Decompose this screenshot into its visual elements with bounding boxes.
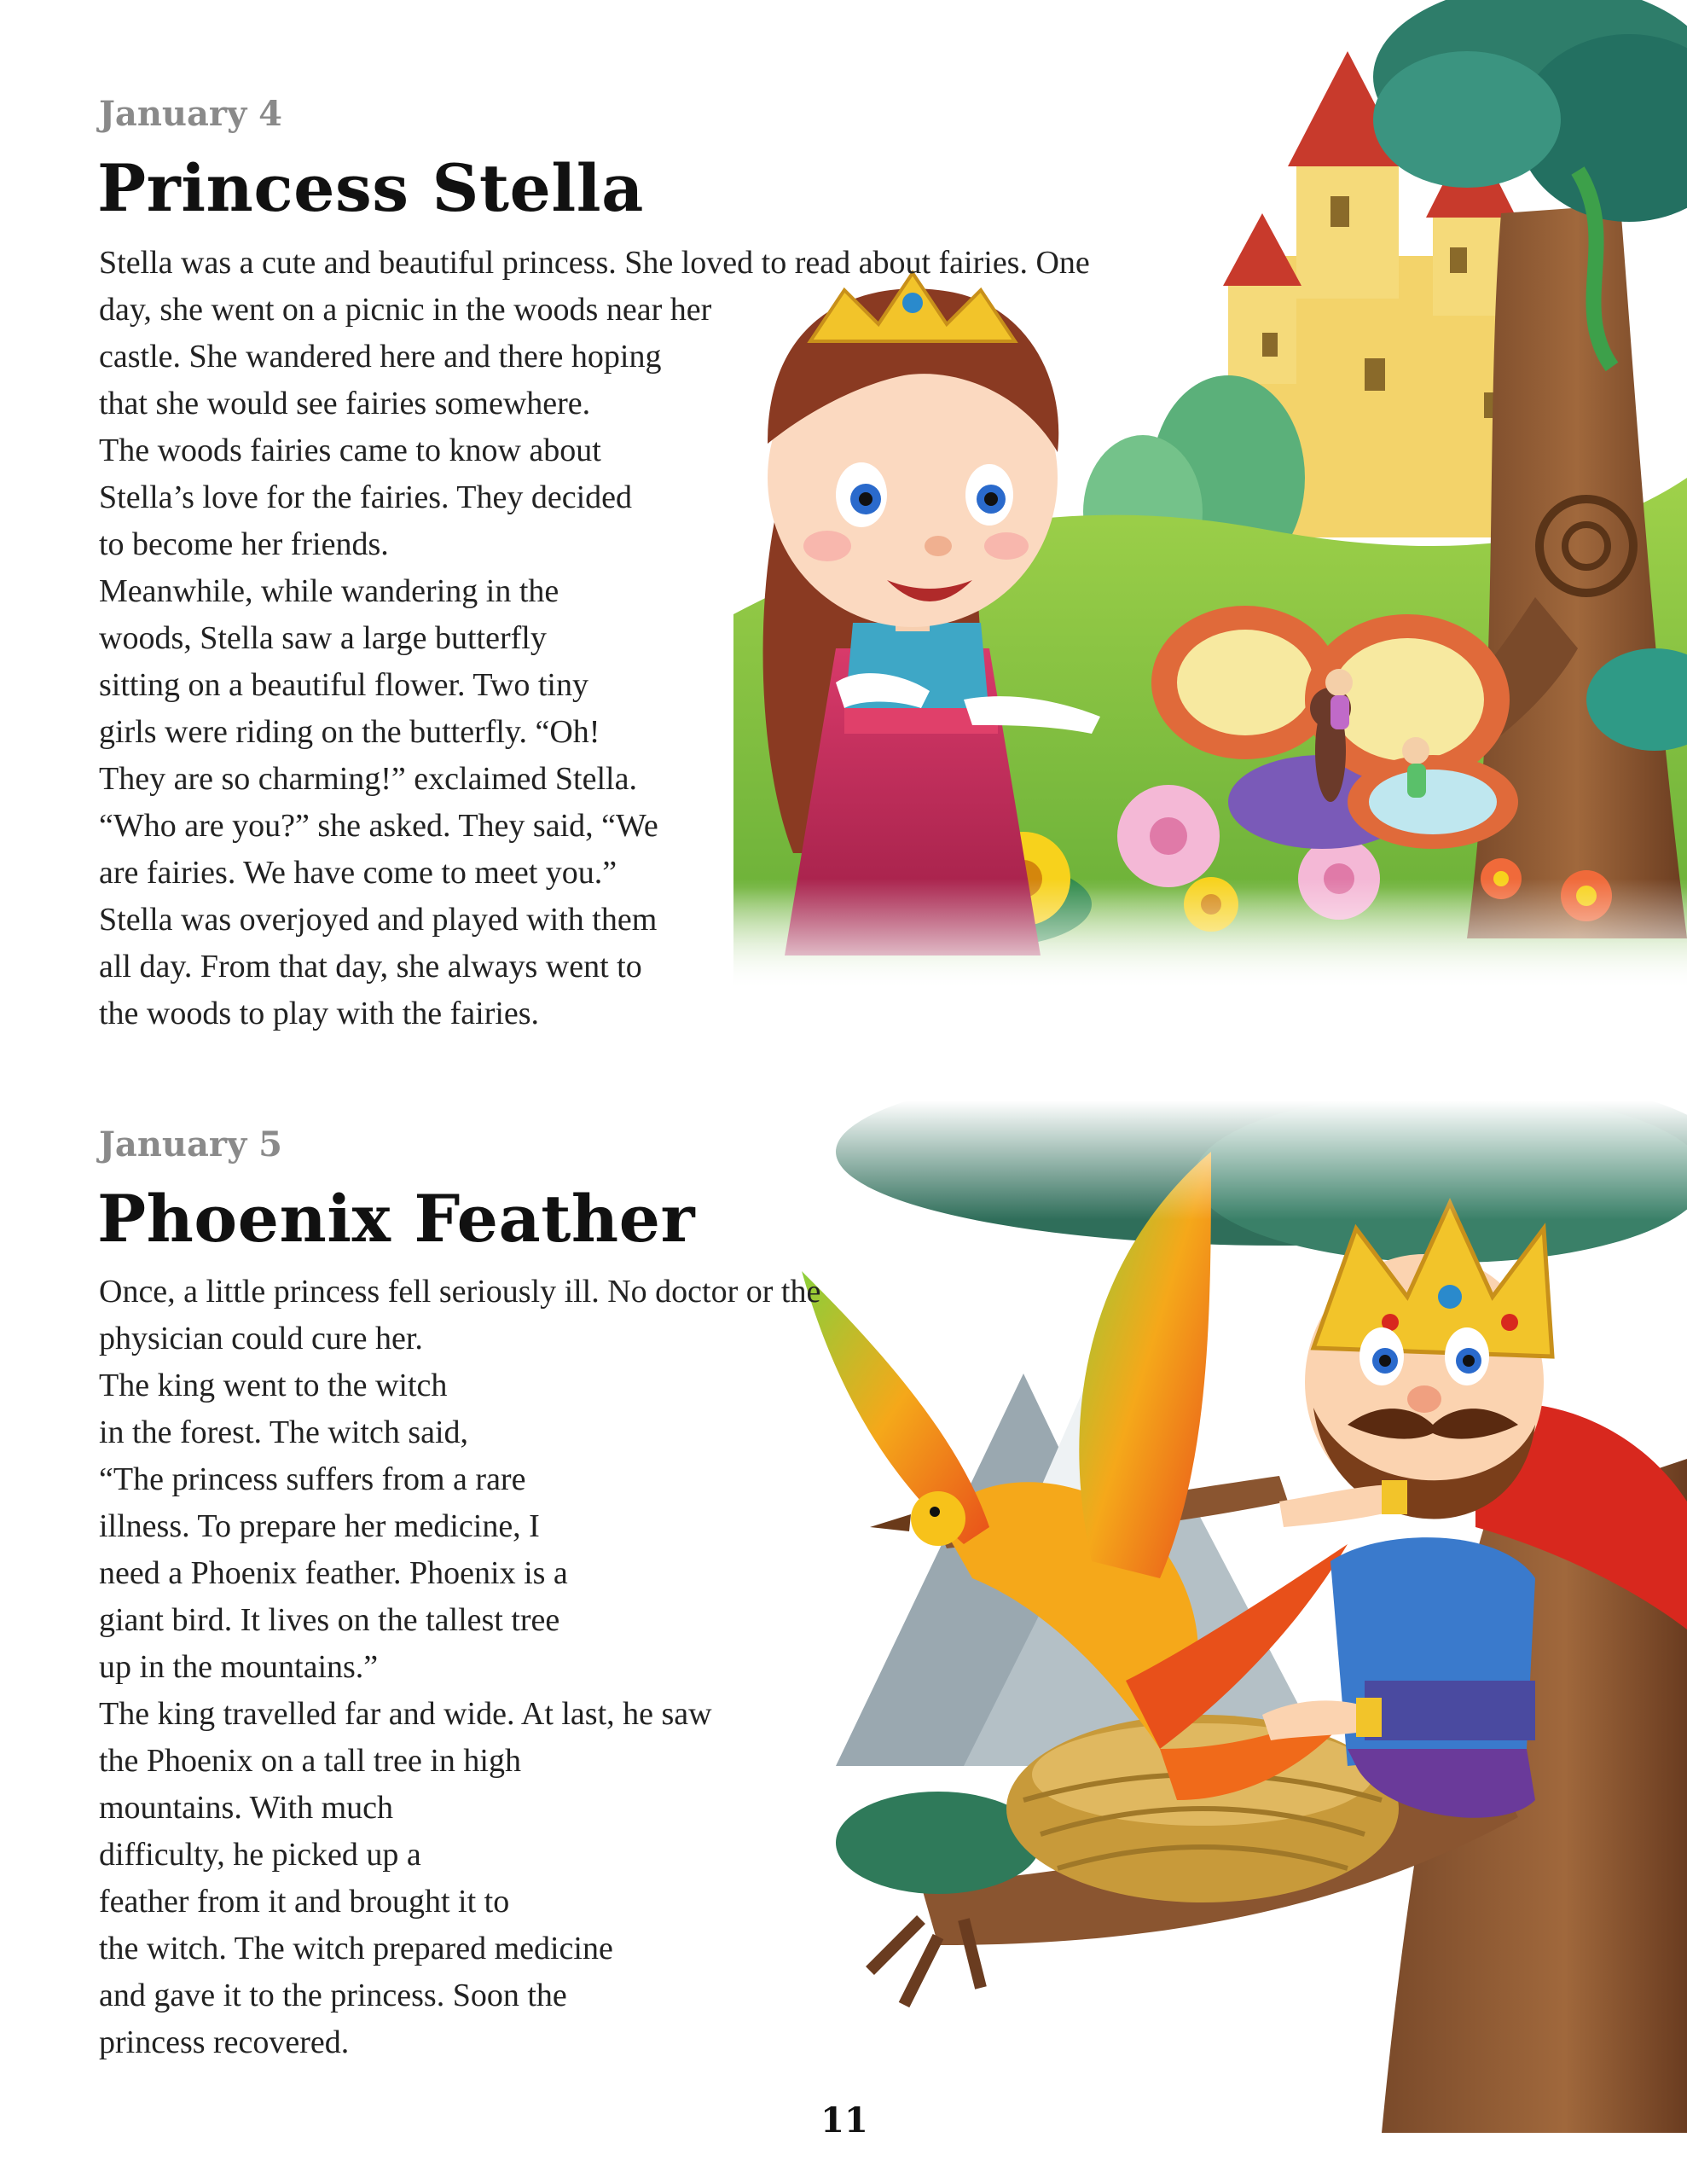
story-text-line: up in the mountains.” (99, 1649, 379, 1685)
story-text-line: The woods fairies came to know about (99, 433, 601, 468)
story-text-line: all day. From that day, she always went to (99, 949, 642, 985)
story-title: Princess Stella (97, 150, 644, 226)
story-text-line: in the forest. The witch said, (99, 1414, 469, 1450)
story-text-line: sitting on a beautiful flower. Two tiny (99, 667, 588, 703)
story-text-line: girls were riding on the butterfly. “Oh! (99, 714, 600, 750)
story-title: Phoenix Feather (97, 1181, 695, 1257)
story-text-line: the woods to play with the fairies. (99, 996, 540, 1031)
story-text-line: that she would see fairies somewhere. (99, 386, 591, 421)
page-number: 11 (820, 2100, 868, 2140)
story-text-line: “Who are you?” she asked. They said, “We (99, 808, 658, 844)
story-text-line: day, she went on a picnic in the woods near her (99, 292, 712, 328)
story-text-line: and gave it to the princess. Soon the (99, 1978, 567, 2013)
story-text-line: Meanwhile, while wandering in the (99, 573, 559, 609)
story-text-line: the witch. The witch prepared medicine (99, 1931, 613, 1966)
story-text-line: need a Phoenix feather. Phoenix is a (99, 1555, 568, 1591)
story-text-line: “The princess suffers from a rare (99, 1461, 526, 1497)
story-text-line: giant bird. It lives on the tallest tree (99, 1602, 560, 1638)
story-date: January 5 (99, 1124, 282, 1165)
story-text-line: the Phoenix on a tall tree in high (99, 1743, 521, 1779)
story-text-line: princess recovered. (99, 2024, 350, 2060)
story-date: January 4 (99, 94, 282, 134)
phoenix-feather-illustration (682, 1101, 1687, 2133)
story-text-line: illness. To prepare her medicine, I (99, 1508, 540, 1544)
story-text-line: The king went to the witch (99, 1368, 448, 1403)
story-text-line: Stella was overjoyed and played with them (99, 902, 658, 938)
story-text-line: They are so charming!” exclaimed Stella. (99, 761, 637, 797)
story-text-line: feather from it and brought it to (99, 1884, 510, 1920)
story-text-line: castle. She wandered here and there hoping (99, 339, 662, 375)
story-text-line: The king travelled far and wide. At last, he saw (99, 1696, 712, 1732)
story-text-line: woods, Stella saw a large butterfly (99, 620, 547, 656)
story-text-line: to become her friends. (99, 526, 389, 562)
nest-icon (1006, 1715, 1399, 1902)
story-text-line: are fairies. We have come to meet you.” (99, 855, 617, 891)
story-text-line: Stella’s love for the fairies. They decided (99, 479, 633, 515)
story-text-line: difficulty, he picked up a (99, 1837, 421, 1873)
story-text-line: physician could cure her. (99, 1321, 423, 1356)
story-text-line: Once, a little princess fell seriously ill. No doctor or the (99, 1274, 821, 1310)
princess-stella-illustration (733, 0, 1687, 990)
story-text-line: mountains. With much (99, 1790, 394, 1826)
story-text-line: Stella was a cute and beautiful princess. She loved to read about fairies. One (99, 245, 1090, 281)
